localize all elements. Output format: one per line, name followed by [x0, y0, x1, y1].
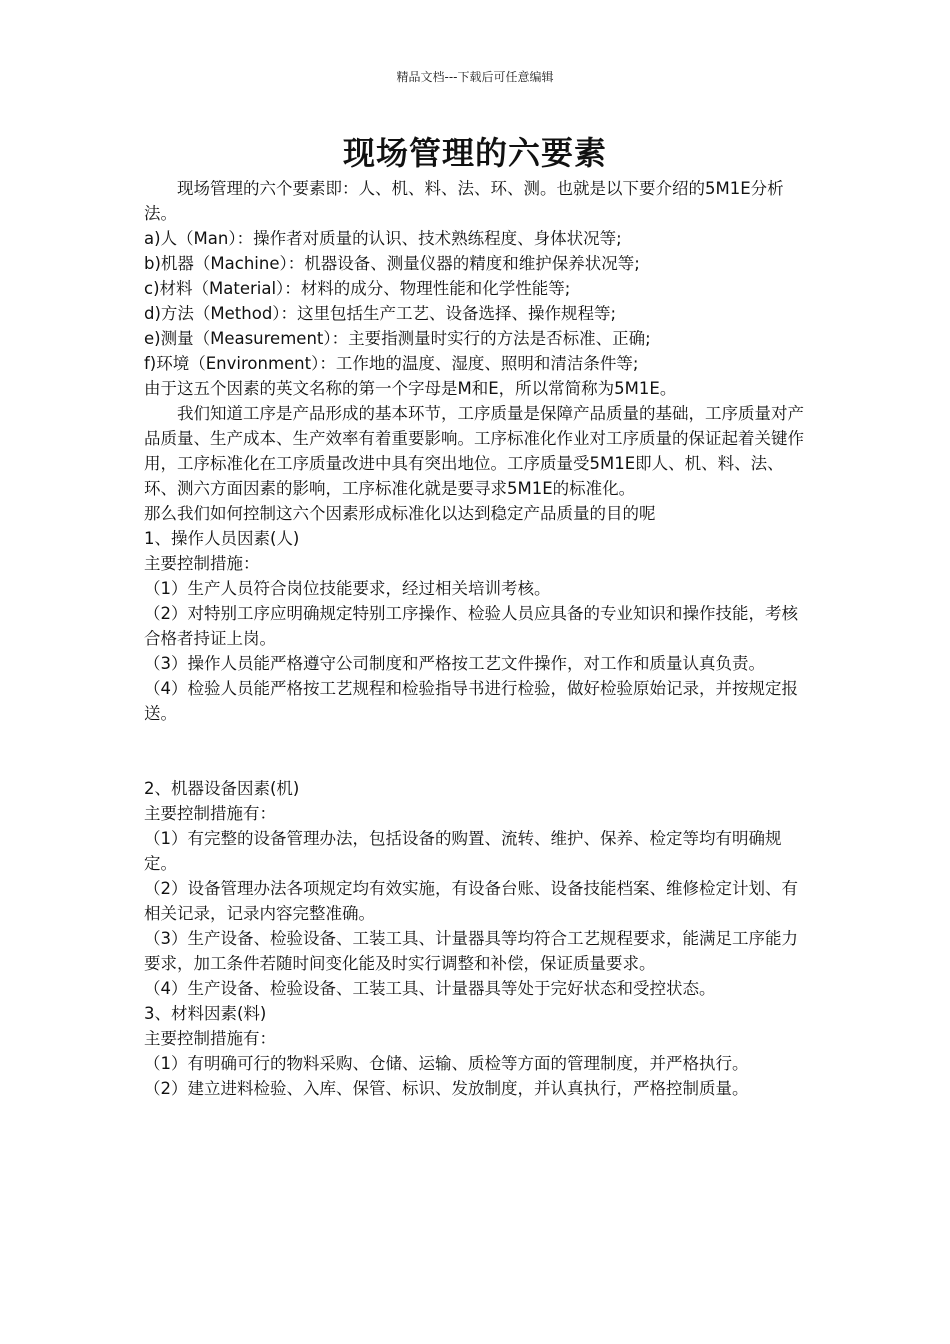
list-item: （1）有明确可行的物料采购、仓储、运输、质检等方面的管理制度，并严格执行。 [144, 1054, 749, 1073]
list-item: （4）生产设备、检验设备、工装工具、计量器具等处于完好状态和受控状态。 [144, 979, 716, 998]
list-item: （4）检验人员能严格按工艺规程和检验指导书进行检验，做好检验原始记录，并按规定报送。 [144, 679, 798, 723]
document-title: 现场管理的六要素 [342, 134, 607, 172]
document-body [144, 176, 808, 1101]
section-heading: 3、材料因素(料) [144, 1004, 267, 1023]
list-item-measurement: e)测量（Measurement）：主要指测量时实行的方法是否标准、正确; [144, 329, 651, 348]
list-item-material: c)材料（Material）：材料的成分、物理性能和化学性能等; [144, 279, 571, 298]
list-item: （1）有完整的设备管理办法，包括设备的购置、流转、维护、保养、检定等均有明确规定。 [144, 829, 782, 873]
list-item: （1）生产人员符合岗位技能要求，经过相关培训考核。 [144, 579, 551, 598]
list-item-method: d)方法（Method）：这里包括生产工艺、设备选择、操作规程等; [144, 304, 617, 323]
question-line: 那么我们如何控制这六个因素形成标准化以达到稳定产品质量的目的呢 [144, 504, 656, 523]
list-item: （2）建立进料检验、入库、保管、标识、发放制度，并认真执行，严格控制质量。 [144, 1079, 749, 1098]
summary-line: 由于这五个因素的英文名称的第一个字母是M和E，所以常简称为5M1E。 [144, 379, 677, 398]
list-item-environment: f)环境（Environment）：工作地的温度、湿度、照明和清洁条件等; [144, 354, 639, 373]
list-item-machine: b)机器（Machine）：机器设备、测量仪器的精度和维护保养状况等; [144, 254, 640, 273]
list-item: （3）生产设备、检验设备、工装工具、计量器具等均符合工艺规程要求，能满足工序能力要求，加工条件若随时间变化能及时实行调整和补偿，保证质量要求。 [144, 929, 798, 973]
section-lead: 主要控制措施有： [144, 804, 276, 823]
list-item-man: a)人（Man）：操作者对质量的认识、技术熟练程度、身体状况等; [144, 229, 622, 248]
section-heading: 2、机器设备因素(机) [144, 779, 300, 798]
process-paragraph: 我们知道工序是产品形成的基本环节，工序质量是保障产品质量的基础，工序质量对产品质量、生产成本、生产效率有着重要影响。工序标准化作业对工序质量的保证起着关键作用，工序标准化在工序质量改进中具有突出地位。工序质量受5M1E即人、机、料、法、环、测六方面因素的影响，工序标准化就是要寻求5M1E的标准化。 [144, 404, 804, 498]
intro-paragraph: 现场管理的六个要素即：人、机、料、法、环、测。也就是以下要介绍的5M1E分析法。 [144, 179, 784, 223]
section-lead: 主要控制措施有： [144, 1029, 276, 1048]
section-heading: 1、操作人员因素(人) [144, 529, 300, 548]
section-lead: 主要控制措施： [144, 554, 260, 573]
page-header: 精品文档---下载后可任意编辑 [396, 70, 554, 84]
list-item: （3）操作人员能严格遵守公司制度和严格按工艺文件操作，对工作和质量认真负责。 [144, 654, 765, 673]
list-item: （2）设备管理办法各项规定均有效实施，有设备台账、设备技能档案、维修检定计划、有相关记录，记录内容完整准确。 [144, 879, 798, 923]
spacer [144, 726, 808, 776]
list-item: （2）对特别工序应明确规定特别工序操作、检验人员应具备的专业知识和操作技能，考核合格者持证上岗。 [144, 604, 798, 648]
